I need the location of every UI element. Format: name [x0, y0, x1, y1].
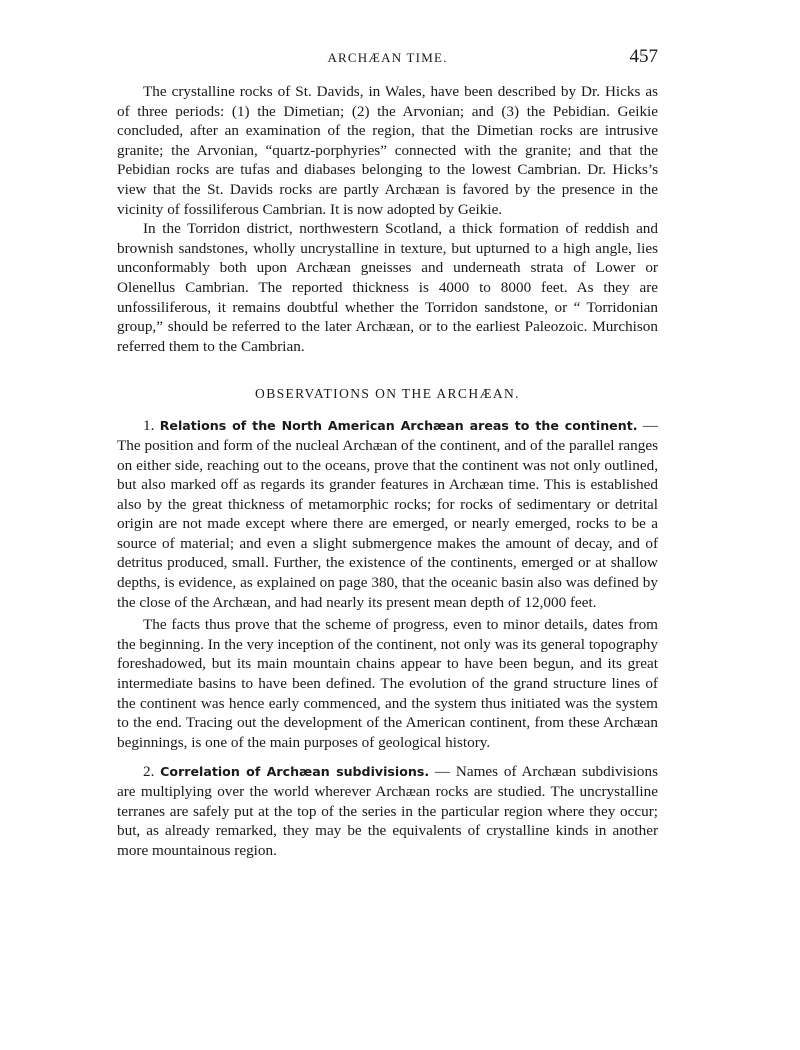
numbered-paragraph-1	[117, 416, 658, 612]
book-page	[117, 46, 658, 860]
paragraph-facts: The facts thus prove that the scheme of progress, even to minor details, dates from the beginning. In the very inception of the continent, not only was its general topography foreshadowed, but its main mountain chains appear to have been begun, and its great intermediate basins to have been defined. The evolution of the grand structure lines of the continent was hence early commenced, and the system thus initiated was the system to the end. Tracing out the development of the American continent, from these Archæan beginnings, is one of the main purposes of geological history.	[117, 616, 658, 751]
item-title: Correlation of Archæan subdivisions.	[160, 764, 430, 780]
em-dash: —	[637, 417, 659, 435]
running-title: ARCHÆAN TIME.	[327, 50, 448, 65]
running-head	[117, 46, 658, 74]
page-number: 457	[629, 46, 658, 67]
section-heading: OBSERVATIONS ON THE ARCHÆAN.	[255, 386, 520, 402]
item-number: 2.	[143, 763, 155, 781]
item-body: The position and form of the nucleal Archæan of the continent, and of the parallel ranges on either side, reaching out to the oceans, prove that the continent was not only outlined, but also marked off as regards its grander features in Archæan time. This is established also by the great thickness of metamorphic rocks; for rocks of sedimentary or detrital origin are not made except where there are emerged, or nearly emerged, rocks to be a source of material; and even a slight submergence makes the amount of decay, and of detritus produced, small. Further, the existence of the continents, emerged or at shallow depths, is evidence, as explained on page 380, that the oceanic basin also was defined by the close of the Archæan, and had nearly its present mean depth of 12,000 feet.	[117, 436, 658, 611]
item-title: Relations of the North American Archæan areas to the continent.	[159, 418, 638, 434]
item-body: Names of Archæan subdivisions are multiplying over the world wherever Archæan rocks are studied. The uncrystalline terranes are safely put at the top of the series in the particular region where they occur; but, as already remarked, they may be the equivalents of crystalline kinds in another more mountainous region.	[117, 763, 658, 859]
em-dash: —	[429, 763, 456, 781]
paragraph-st-davids: The crystalline rocks of St. Davids, in Wales, have been described by Dr. Hicks as of three periods: (1) the Dimetian; (2) the Arvonian; and (3) the Pebidian. Geikie concluded, after an examination of the region, that the Dimetian rocks are intrusive granite; the Arvonian, “quartz-porphyries” connected with the granite; and that the Pebidian rocks are tufas and diabases belonging to the lowest Cambrian. Dr. Hicks’s view that the St. Davids rocks are partly Archæan is favored by the presence in the vicinity of fossiliferous Cambrian. It is now adopted by Geikie.	[117, 83, 658, 218]
item-number: 1.	[143, 417, 155, 435]
numbered-paragraph-2	[117, 762, 658, 860]
paragraph-torridon: In the Torridon district, northwestern Scotland, a thick formation of reddish and brownish sandstones, wholly uncrystalline in texture, but upturned to a high angle, lies unconformably both upon Archæan gneisses and underneath strata of Lower or Olenellus Cambrian. The reported thickness is 4000 to 8000 feet. As they are unfossiliferous, it remains doubtful whether the Torridon sandstone, or “ Torridonian group,” should be referred to the later Archæan, or to the earliest Paleozoic. Murchison referred them to the Cambrian.	[117, 220, 658, 355]
